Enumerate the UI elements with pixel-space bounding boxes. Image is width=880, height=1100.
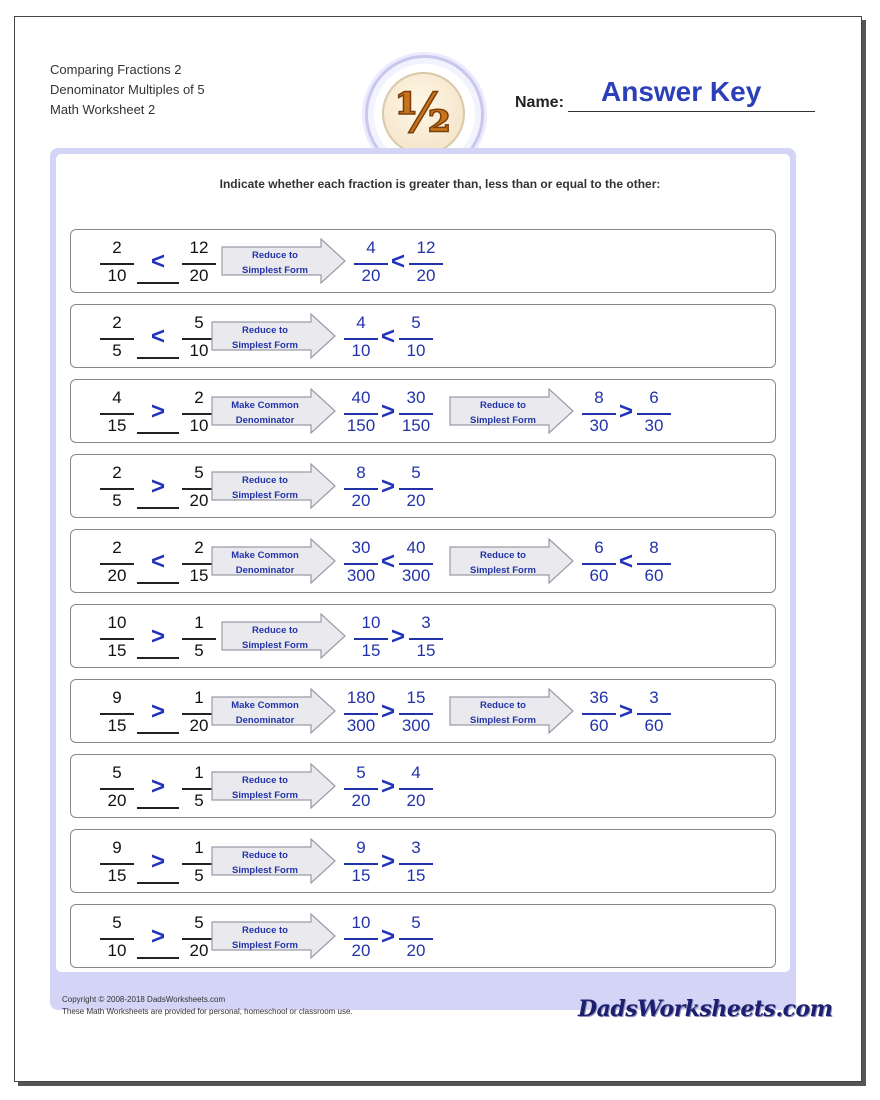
- answer-symbol: >: [150, 923, 165, 950]
- numerator: 3: [411, 838, 421, 857]
- numerator: 12: [416, 238, 436, 257]
- step-symbol: >: [380, 698, 395, 725]
- step-left-fraction: [339, 384, 383, 440]
- fraction-bar: [409, 263, 443, 265]
- arrow-label: Reduce to Simplest Form: [232, 850, 298, 876]
- denominator: 5: [194, 641, 204, 660]
- fraction-bar: [399, 563, 433, 565]
- denominator: 60: [644, 566, 664, 585]
- denominator: 30: [589, 416, 609, 435]
- step-left-fraction: [339, 909, 383, 965]
- step-symbol: <: [390, 248, 405, 275]
- denominator: 60: [589, 566, 609, 585]
- arrow-label: Reduce to Simplest Form: [232, 775, 298, 801]
- fraction-bar: [344, 338, 378, 340]
- answer-blank[interactable]: [137, 807, 179, 809]
- denominator: 150: [401, 416, 431, 435]
- step-right-fraction: [394, 834, 438, 890]
- answer-symbol: >: [150, 473, 165, 500]
- step-symbol: >: [380, 398, 395, 425]
- make-common-denominator-arrow: [211, 388, 337, 434]
- numerator: 8: [649, 538, 659, 557]
- fraction-bar: [100, 713, 134, 715]
- step-right-fraction: [394, 759, 438, 815]
- step-left-fraction: [339, 309, 383, 365]
- answer-symbol: <: [150, 548, 165, 575]
- answer-blank[interactable]: [137, 957, 179, 959]
- denominator: 10: [107, 941, 127, 960]
- numerator: 2: [112, 313, 122, 332]
- answer-symbol: >: [150, 398, 165, 425]
- denominator: 10: [351, 341, 371, 360]
- denominator: 10: [107, 266, 127, 285]
- fraction-bar: [409, 638, 443, 640]
- denominator: 5: [112, 341, 122, 360]
- usage-note: These Math Worksheets are provided for personal, homeschool or classroom use.: [62, 1007, 353, 1016]
- numerator: 6: [594, 538, 604, 557]
- fraction-bar: [582, 413, 616, 415]
- answer-key-label: Answer Key: [601, 76, 762, 107]
- step-right-fraction: [632, 684, 676, 740]
- step-symbol: >: [380, 773, 395, 800]
- fraction-bar: [344, 413, 378, 415]
- numerator: 5: [112, 913, 122, 932]
- step-right-fraction: [404, 609, 448, 665]
- numerator: 9: [112, 838, 122, 857]
- arrow-label: Make Common Denominator: [231, 700, 299, 726]
- numerator: 5: [411, 313, 421, 332]
- name-label: Name:: [515, 94, 564, 111]
- numerator: 2: [194, 538, 204, 557]
- reduce-simplest-form-arrow: [449, 688, 575, 734]
- denominator: 20: [189, 941, 209, 960]
- numerator: 3: [421, 613, 431, 632]
- step-left-fraction: [339, 684, 383, 740]
- footer: [62, 994, 353, 1018]
- denominator: 15: [189, 566, 209, 585]
- left-fraction: [95, 759, 139, 815]
- numerator: 30: [351, 538, 371, 557]
- denominator: 300: [346, 716, 376, 735]
- fraction-bar: [637, 713, 671, 715]
- numerator: 5: [356, 763, 366, 782]
- numerator: 2: [112, 538, 122, 557]
- denominator: 300: [401, 716, 431, 735]
- step-symbol: <: [618, 548, 633, 575]
- step-symbol: >: [380, 848, 395, 875]
- numerator: 4: [366, 238, 376, 257]
- denominator: 300: [346, 566, 376, 585]
- title-line-3: Math Worksheet 2: [50, 102, 156, 117]
- arrow-label: Reduce to Simplest Form: [232, 325, 298, 351]
- fraction-bar: [344, 488, 378, 490]
- step-right-fraction: [394, 534, 438, 590]
- answer-blank[interactable]: [137, 432, 179, 434]
- svg-text:½: ½: [394, 81, 452, 145]
- step-left-fraction: [339, 834, 383, 890]
- numerator: 4: [411, 763, 421, 782]
- dadsworksheets-logo: DadsWorksheets.com: [578, 996, 833, 1022]
- denominator: 20: [406, 791, 426, 810]
- denominator: 20: [406, 491, 426, 510]
- denominator: 20: [189, 491, 209, 510]
- denominator: 150: [346, 416, 376, 435]
- denominator: 20: [361, 266, 381, 285]
- step-right-fraction: [394, 384, 438, 440]
- fraction-bar: [100, 263, 134, 265]
- fraction-bar: [399, 713, 433, 715]
- fraction-bar: [399, 413, 433, 415]
- fraction-bar: [100, 563, 134, 565]
- fraction-bar: [582, 563, 616, 565]
- reduce-simplest-form-arrow: [221, 613, 347, 659]
- arrow-label: Reduce to Simplest Form: [470, 400, 536, 426]
- answer-symbol: >: [150, 848, 165, 875]
- step-left-fraction: [339, 759, 383, 815]
- denominator: 15: [107, 416, 127, 435]
- step-left-fraction: [339, 459, 383, 515]
- reduce-simplest-form-arrow: [449, 388, 575, 434]
- numerator: 9: [112, 688, 122, 707]
- numerator: 5: [194, 313, 204, 332]
- step-right-fraction: [394, 459, 438, 515]
- step-left-fraction: [577, 534, 621, 590]
- denominator: 20: [189, 716, 209, 735]
- instructions: Indicate whether each fraction is greater than, less than or equal to the other:: [219, 177, 661, 191]
- step-left-fraction: [577, 684, 621, 740]
- denominator: 15: [361, 641, 381, 660]
- step-symbol: <: [380, 323, 395, 350]
- answer-blank[interactable]: [137, 732, 179, 734]
- fraction-bar: [344, 863, 378, 865]
- problem-row: [70, 829, 776, 893]
- step-symbol: >: [380, 923, 395, 950]
- numerator: 10: [361, 613, 381, 632]
- numerator: 1: [194, 838, 204, 857]
- denominator: 60: [644, 716, 664, 735]
- step-right-fraction: [632, 534, 676, 590]
- arrow-label: Reduce to Simplest Form: [242, 625, 308, 651]
- reduce-simplest-form-arrow: [449, 538, 575, 584]
- numerator: 8: [594, 388, 604, 407]
- answer-blank[interactable]: [137, 282, 179, 284]
- answer-symbol: <: [150, 248, 165, 275]
- numerator: 1: [194, 688, 204, 707]
- denominator: 15: [406, 866, 426, 885]
- arrow-label: Reduce to Simplest Form: [242, 250, 308, 276]
- name-field: [515, 76, 817, 114]
- numerator: 4: [356, 313, 366, 332]
- step-left-fraction: [349, 234, 393, 290]
- denominator: 20: [107, 791, 127, 810]
- fraction-bar: [182, 263, 216, 265]
- reduce-simplest-form-arrow: [221, 238, 347, 284]
- numerator: 2: [112, 463, 122, 482]
- answer-symbol: <: [150, 323, 165, 350]
- numerator: 5: [411, 463, 421, 482]
- fraction-bar: [399, 338, 433, 340]
- step-left-fraction: [349, 609, 393, 665]
- step-symbol: <: [380, 548, 395, 575]
- problem-row: [70, 529, 776, 593]
- fraction-bar: [399, 788, 433, 790]
- step-symbol: >: [390, 623, 405, 650]
- numerator: 5: [194, 463, 204, 482]
- half-logo-icon: [384, 74, 463, 153]
- left-fraction: [95, 384, 139, 440]
- left-fraction: [95, 534, 139, 590]
- right-fraction: [177, 609, 221, 665]
- denominator: 20: [107, 566, 127, 585]
- denominator: 60: [589, 716, 609, 735]
- numerator: 5: [194, 913, 204, 932]
- problem-row: [70, 229, 776, 293]
- denominator: 15: [107, 641, 127, 660]
- worksheet-title-block: [50, 60, 205, 120]
- answer-blank[interactable]: [137, 657, 179, 659]
- answer-symbol: >: [150, 698, 165, 725]
- numerator: 40: [351, 388, 371, 407]
- step-left-fraction: [339, 534, 383, 590]
- problem-row: [70, 379, 776, 443]
- denominator: 5: [194, 866, 204, 885]
- numerator: 180: [346, 688, 376, 707]
- step-right-fraction: [394, 684, 438, 740]
- step-symbol: >: [618, 698, 633, 725]
- fraction-bar: [100, 413, 134, 415]
- make-common-denominator-arrow: [211, 538, 337, 584]
- arrow-label: Make Common Denominator: [231, 400, 299, 426]
- numerator: 12: [189, 238, 209, 257]
- denominator: 10: [406, 341, 426, 360]
- left-fraction: [95, 459, 139, 515]
- fraction-bar: [637, 413, 671, 415]
- numerator: 36: [589, 688, 609, 707]
- numerator: 4: [112, 388, 122, 407]
- step-left-fraction: [577, 384, 621, 440]
- fraction-bar: [399, 863, 433, 865]
- answer-blank[interactable]: [137, 882, 179, 884]
- arrow-label: Reduce to Simplest Form: [470, 700, 536, 726]
- fraction-bar: [354, 263, 388, 265]
- fraction-bar: [100, 788, 134, 790]
- step-right-fraction: [394, 309, 438, 365]
- numerator: 30: [406, 388, 426, 407]
- fraction-bar: [344, 713, 378, 715]
- denominator: 15: [107, 716, 127, 735]
- answer-blank[interactable]: [137, 357, 179, 359]
- left-fraction: [95, 609, 139, 665]
- numerator: 1: [194, 613, 204, 632]
- denominator: 20: [406, 941, 426, 960]
- denominator: 15: [416, 641, 436, 660]
- step-right-fraction: [404, 234, 448, 290]
- denominator: 10: [189, 341, 209, 360]
- fraction-bar: [100, 638, 134, 640]
- left-fraction: [95, 234, 139, 290]
- fraction-bar: [399, 488, 433, 490]
- answer-symbol: >: [150, 773, 165, 800]
- denominator: 10: [189, 416, 209, 435]
- fraction-bar: [182, 638, 216, 640]
- denominator: 5: [112, 491, 122, 510]
- denominator: 300: [401, 566, 431, 585]
- reduce-simplest-form-arrow: [211, 313, 337, 359]
- reduce-simplest-form-arrow: [211, 763, 337, 809]
- problem-row: [70, 679, 776, 743]
- answer-blank[interactable]: [137, 507, 179, 509]
- numerator: 5: [411, 913, 421, 932]
- make-common-denominator-arrow: [211, 688, 337, 734]
- denominator: 20: [351, 791, 371, 810]
- left-fraction: [95, 834, 139, 890]
- numerator: 10: [107, 613, 127, 632]
- left-fraction: [95, 309, 139, 365]
- numerator: 1: [194, 763, 204, 782]
- step-symbol: >: [380, 473, 395, 500]
- arrow-label: Reduce to Simplest Form: [232, 475, 298, 501]
- numerator: 6: [649, 388, 659, 407]
- fraction-bar: [344, 938, 378, 940]
- left-fraction: [95, 684, 139, 740]
- problem-row: [70, 304, 776, 368]
- left-fraction: [95, 909, 139, 965]
- numerator: 9: [356, 838, 366, 857]
- reduce-simplest-form-arrow: [211, 838, 337, 884]
- copyright-text: Copyright © 2008-2018 DadsWorksheets.com: [62, 995, 226, 1004]
- fraction-bar: [354, 638, 388, 640]
- title-line-1: Comparing Fractions 2: [50, 62, 182, 77]
- fraction-bar: [637, 563, 671, 565]
- numerator: 40: [406, 538, 426, 557]
- answer-blank[interactable]: [137, 582, 179, 584]
- reduce-simplest-form-arrow: [211, 913, 337, 959]
- problem-row: [70, 904, 776, 968]
- right-fraction: [177, 234, 221, 290]
- fraction-bar: [399, 938, 433, 940]
- fraction-bar: [344, 788, 378, 790]
- fraction-bar: [100, 938, 134, 940]
- reduce-simplest-form-arrow: [211, 463, 337, 509]
- fraction-bar: [100, 338, 134, 340]
- numerator: 5: [112, 763, 122, 782]
- fraction-bar: [100, 488, 134, 490]
- numerator: 10: [351, 913, 371, 932]
- denominator: 30: [644, 416, 664, 435]
- problem-row: [70, 604, 776, 668]
- fraction-bar: [344, 563, 378, 565]
- numerator: 3: [649, 688, 659, 707]
- step-right-fraction: [632, 384, 676, 440]
- arrow-label: Reduce to Simplest Form: [232, 925, 298, 951]
- problem-row: [70, 754, 776, 818]
- numerator: 8: [356, 463, 366, 482]
- denominator: 5: [194, 791, 204, 810]
- denominator: 15: [351, 866, 371, 885]
- denominator: 20: [416, 266, 436, 285]
- fraction-bar: [100, 863, 134, 865]
- title-line-2: Denominator Multiples of 5: [50, 82, 205, 97]
- numerator: 15: [406, 688, 426, 707]
- denominator: 20: [189, 266, 209, 285]
- logo-medallion: [382, 72, 465, 155]
- arrow-label: Reduce to Simplest Form: [470, 550, 536, 576]
- denominator: 15: [107, 866, 127, 885]
- step-right-fraction: [394, 909, 438, 965]
- arrow-label: Make Common Denominator: [231, 550, 299, 576]
- denominator: 20: [351, 491, 371, 510]
- numerator: 2: [194, 388, 204, 407]
- denominator: 20: [351, 941, 371, 960]
- fraction-bar: [582, 713, 616, 715]
- name-underline: [568, 111, 815, 112]
- problem-row: [70, 454, 776, 518]
- numerator: 2: [112, 238, 122, 257]
- answer-symbol: >: [150, 623, 165, 650]
- step-symbol: >: [618, 398, 633, 425]
